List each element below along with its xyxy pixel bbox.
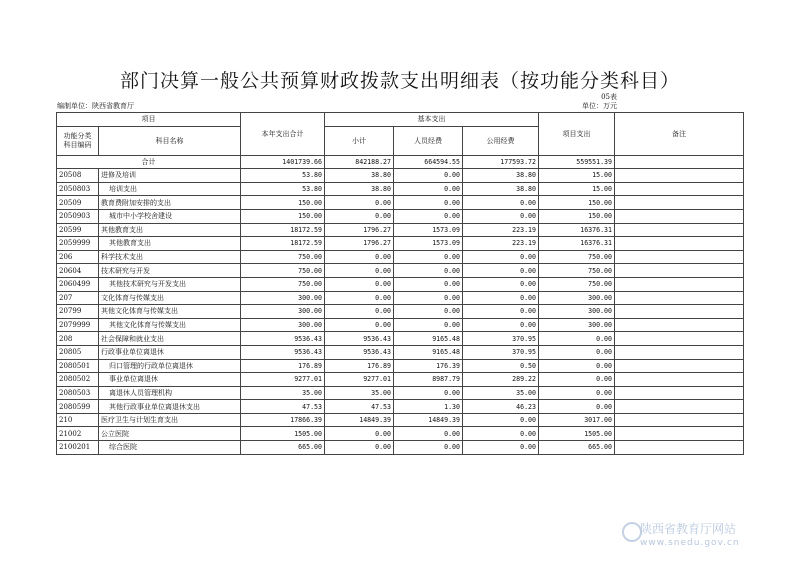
row-personnel: 0.00 (394, 182, 463, 196)
watermark-text: 陕西省教育厅网站 (640, 522, 737, 536)
row-project: 0.00 (539, 332, 615, 346)
row-code: 2080501 (57, 359, 99, 373)
row-code: 21002 (57, 427, 99, 441)
row-code: 2080502 (57, 373, 99, 387)
row-remark (615, 427, 744, 441)
row-total: 750.00 (241, 264, 325, 278)
row-total: 53.80 (241, 169, 325, 183)
row-subtotal: 1796.27 (325, 223, 394, 237)
table-row (57, 318, 744, 332)
row-public: 35.00 (463, 386, 539, 400)
row-public: 0.00 (463, 291, 539, 305)
row-remark (615, 305, 744, 319)
row-subtotal: 0.00 (325, 291, 394, 305)
row-subtotal: 9277.01 (325, 373, 394, 387)
row-project: 0.00 (539, 400, 615, 414)
table-row (57, 237, 744, 251)
row-project: 300.00 (539, 291, 615, 305)
row-code: 206 (57, 250, 99, 264)
row-name: 归口管理的行政单位离退休 (99, 359, 241, 373)
table-row (57, 169, 744, 183)
row-name: 进修及培训 (99, 169, 241, 183)
row-remark (615, 345, 744, 359)
row-subtotal: 0.00 (325, 318, 394, 332)
row-project: 15.00 (539, 182, 615, 196)
watermark-url: www.snedu.gov.cn (640, 538, 740, 548)
total-personnel: 664594.55 (394, 155, 463, 169)
row-personnel: 14849.39 (394, 413, 463, 427)
row-total: 1505.00 (241, 427, 325, 441)
total-subtotal: 842188.27 (325, 155, 394, 169)
row-remark (615, 169, 744, 183)
row-remark (615, 373, 744, 387)
row-public: 0.00 (463, 413, 539, 427)
table-row (57, 332, 744, 346)
row-name: 城市中小学校舍建设 (99, 209, 241, 223)
table-row (57, 305, 744, 319)
row-name: 其他文化体育与传媒支出 (99, 305, 241, 319)
row-project: 16376.31 (539, 223, 615, 237)
row-public: 0.00 (463, 427, 539, 441)
row-code: 20508 (57, 169, 99, 183)
row-total: 300.00 (241, 291, 325, 305)
page-title: 部门决算一般公共预算财政拨款支出明细表（按功能分类科目） (119, 70, 680, 92)
table-row (57, 196, 744, 210)
row-subtotal: 35.00 (325, 386, 394, 400)
row-public: 370.95 (463, 332, 539, 346)
row-code: 207 (57, 291, 99, 305)
row-code: 2059999 (57, 237, 99, 251)
row-total: 750.00 (241, 277, 325, 291)
row-public: 0.00 (463, 305, 539, 319)
row-name: 其他行政事业单位离退休支出 (99, 400, 241, 414)
row-total: 150.00 (241, 209, 325, 223)
row-public: 0.50 (463, 359, 539, 373)
row-remark (615, 359, 744, 373)
header-public: 公用经费 (463, 126, 539, 155)
row-public: 46.23 (463, 400, 539, 414)
row-subtotal: 0.00 (325, 196, 394, 210)
row-remark (615, 413, 744, 427)
row-code: 20599 (57, 223, 99, 237)
row-total: 150.00 (241, 196, 325, 210)
row-total: 17866.39 (241, 413, 325, 427)
row-project: 0.00 (539, 373, 615, 387)
row-subtotal: 38.80 (325, 169, 394, 183)
row-personnel: 0.00 (394, 250, 463, 264)
row-project: 0.00 (539, 359, 615, 373)
row-project: 750.00 (539, 277, 615, 291)
row-public: 0.00 (463, 209, 539, 223)
row-code: 20604 (57, 264, 99, 278)
row-name: 技术研究与开发 (99, 264, 241, 278)
row-personnel: 1.30 (394, 400, 463, 414)
row-name: 培训支出 (99, 182, 241, 196)
row-remark (615, 318, 744, 332)
row-total: 176.89 (241, 359, 325, 373)
row-personnel: 1573.09 (394, 237, 463, 251)
header-item: 项目 (57, 113, 241, 127)
row-personnel: 8987.79 (394, 373, 463, 387)
watermark-seal-icon (622, 522, 642, 542)
row-subtotal: 0.00 (325, 209, 394, 223)
row-public: 289.22 (463, 373, 539, 387)
row-personnel: 0.00 (394, 305, 463, 319)
row-subtotal: 0.00 (325, 305, 394, 319)
table-row (57, 373, 744, 387)
row-public: 38.80 (463, 169, 539, 183)
row-subtotal: 0.00 (325, 427, 394, 441)
row-total: 53.80 (241, 182, 325, 196)
header-project: 项目支出 (539, 113, 615, 156)
row-total: 47.53 (241, 400, 325, 414)
row-subtotal: 0.00 (325, 277, 394, 291)
total-public: 177593.72 (463, 155, 539, 169)
expenditure-table (56, 112, 744, 455)
row-personnel: 0.00 (394, 169, 463, 183)
row-remark (615, 196, 744, 210)
row-code: 2080599 (57, 400, 99, 414)
row-personnel: 0.00 (394, 318, 463, 332)
row-code: 2050903 (57, 209, 99, 223)
header-total: 本年支出合计 (241, 113, 325, 156)
row-project: 0.00 (539, 386, 615, 400)
row-personnel: 0.00 (394, 386, 463, 400)
table-row (57, 413, 744, 427)
row-public: 0.00 (463, 441, 539, 455)
total-total: 1401739.66 (241, 155, 325, 169)
row-project: 750.00 (539, 250, 615, 264)
row-total: 18172.59 (241, 237, 325, 251)
row-name: 医疗卫生与计划生育支出 (99, 413, 241, 427)
header-code-line1: 功能分类 (63, 131, 92, 140)
table-row (57, 359, 744, 373)
row-subtotal: 14849.39 (325, 413, 394, 427)
row-subtotal: 47.53 (325, 400, 394, 414)
row-name: 其他技术研究与开发支出 (99, 277, 241, 291)
row-remark (615, 441, 744, 455)
row-public: 0.00 (463, 196, 539, 210)
row-personnel: 1573.09 (394, 223, 463, 237)
row-remark (615, 223, 744, 237)
row-project: 150.00 (539, 209, 615, 223)
row-project: 16376.31 (539, 237, 615, 251)
row-name: 其他文化体育与传媒支出 (99, 318, 241, 332)
row-remark (615, 400, 744, 414)
row-total: 9536.43 (241, 332, 325, 346)
row-total: 300.00 (241, 305, 325, 319)
row-code: 210 (57, 413, 99, 427)
row-project: 150.00 (539, 196, 615, 210)
row-total: 300.00 (241, 318, 325, 332)
row-public: 0.00 (463, 264, 539, 278)
row-name: 社会保障和就业支出 (99, 332, 241, 346)
row-public: 0.00 (463, 250, 539, 264)
row-name: 离退休人员管理机构 (99, 386, 241, 400)
row-name: 行政事业单位离退休 (99, 345, 241, 359)
compiling-unit: 编制单位：陕西省教育厅 (57, 102, 134, 110)
row-code: 20805 (57, 345, 99, 359)
row-project: 750.00 (539, 264, 615, 278)
row-name: 事业单位离退休 (99, 373, 241, 387)
table-row (57, 386, 744, 400)
table-row (57, 182, 744, 196)
row-code: 2079999 (57, 318, 99, 332)
row-personnel: 9165.48 (394, 345, 463, 359)
header-code (57, 126, 99, 155)
row-code: 2060499 (57, 277, 99, 291)
row-name: 综合医院 (99, 441, 241, 455)
table-row (57, 291, 744, 305)
row-remark (615, 237, 744, 251)
currency-unit: 单位：万元 (582, 102, 617, 110)
table-row (57, 400, 744, 414)
row-name: 其他教育支出 (99, 237, 241, 251)
row-public: 223.19 (463, 237, 539, 251)
row-remark (615, 250, 744, 264)
row-project: 300.00 (539, 305, 615, 319)
row-public: 223.19 (463, 223, 539, 237)
row-total: 18172.59 (241, 223, 325, 237)
row-name: 科学技术支出 (99, 250, 241, 264)
row-project: 665.00 (539, 441, 615, 455)
table-row (57, 277, 744, 291)
row-personnel: 0.00 (394, 196, 463, 210)
row-public: 370.95 (463, 345, 539, 359)
row-total: 35.00 (241, 386, 325, 400)
row-code: 20509 (57, 196, 99, 210)
row-name: 教育费附加安排的支出 (99, 196, 241, 210)
row-project: 15.00 (539, 169, 615, 183)
total-row (57, 155, 744, 169)
table-row (57, 345, 744, 359)
row-remark (615, 332, 744, 346)
total-label: 合计 (57, 155, 241, 169)
row-project: 3017.00 (539, 413, 615, 427)
table-row (57, 209, 744, 223)
row-personnel: 176.39 (394, 359, 463, 373)
row-subtotal: 9536.43 (325, 332, 394, 346)
row-subtotal: 9536.43 (325, 345, 394, 359)
row-subtotal: 0.00 (325, 441, 394, 455)
row-subtotal: 0.00 (325, 264, 394, 278)
table-row (57, 427, 744, 441)
row-code: 20799 (57, 305, 99, 319)
total-remark (615, 155, 744, 169)
row-personnel: 0.00 (394, 209, 463, 223)
row-public: 38.80 (463, 182, 539, 196)
row-remark (615, 264, 744, 278)
row-subtotal: 38.80 (325, 182, 394, 196)
row-remark (615, 386, 744, 400)
header-basic-expense: 基本支出 (325, 113, 539, 127)
row-remark (615, 277, 744, 291)
header-name: 科目名称 (99, 126, 241, 155)
row-project: 1505.00 (539, 427, 615, 441)
row-personnel: 0.00 (394, 264, 463, 278)
row-personnel: 0.00 (394, 427, 463, 441)
row-remark (615, 182, 744, 196)
row-name: 其他教育支出 (99, 223, 241, 237)
total-project: 559551.39 (539, 155, 615, 169)
row-public: 0.00 (463, 277, 539, 291)
watermark (640, 522, 740, 550)
row-personnel: 0.00 (394, 441, 463, 455)
row-name: 文化体育与传媒支出 (99, 291, 241, 305)
row-code: 2100201 (57, 441, 99, 455)
table-row (57, 264, 744, 278)
header-subtotal: 小计 (325, 126, 394, 155)
header-code-line2: 科目编码 (63, 140, 92, 149)
row-personnel: 0.00 (394, 277, 463, 291)
table-row (57, 250, 744, 264)
row-subtotal: 1796.27 (325, 237, 394, 251)
row-total: 9277.01 (241, 373, 325, 387)
row-total: 9536.43 (241, 345, 325, 359)
row-code: 208 (57, 332, 99, 346)
row-subtotal: 176.89 (325, 359, 394, 373)
form-number: 05表 (601, 93, 617, 101)
row-personnel: 0.00 (394, 291, 463, 305)
row-code: 2080503 (57, 386, 99, 400)
row-project: 300.00 (539, 318, 615, 332)
table-row (57, 441, 744, 455)
row-project: 0.00 (539, 345, 615, 359)
row-subtotal: 0.00 (325, 250, 394, 264)
row-remark (615, 209, 744, 223)
row-remark (615, 291, 744, 305)
row-personnel: 9165.48 (394, 332, 463, 346)
row-total: 750.00 (241, 250, 325, 264)
row-name: 公立医院 (99, 427, 241, 441)
row-total: 665.00 (241, 441, 325, 455)
header-remark: 备注 (615, 113, 744, 156)
header-personnel: 人员经费 (394, 126, 463, 155)
table-row (57, 223, 744, 237)
row-code: 2050803 (57, 182, 99, 196)
row-public: 0.00 (463, 318, 539, 332)
